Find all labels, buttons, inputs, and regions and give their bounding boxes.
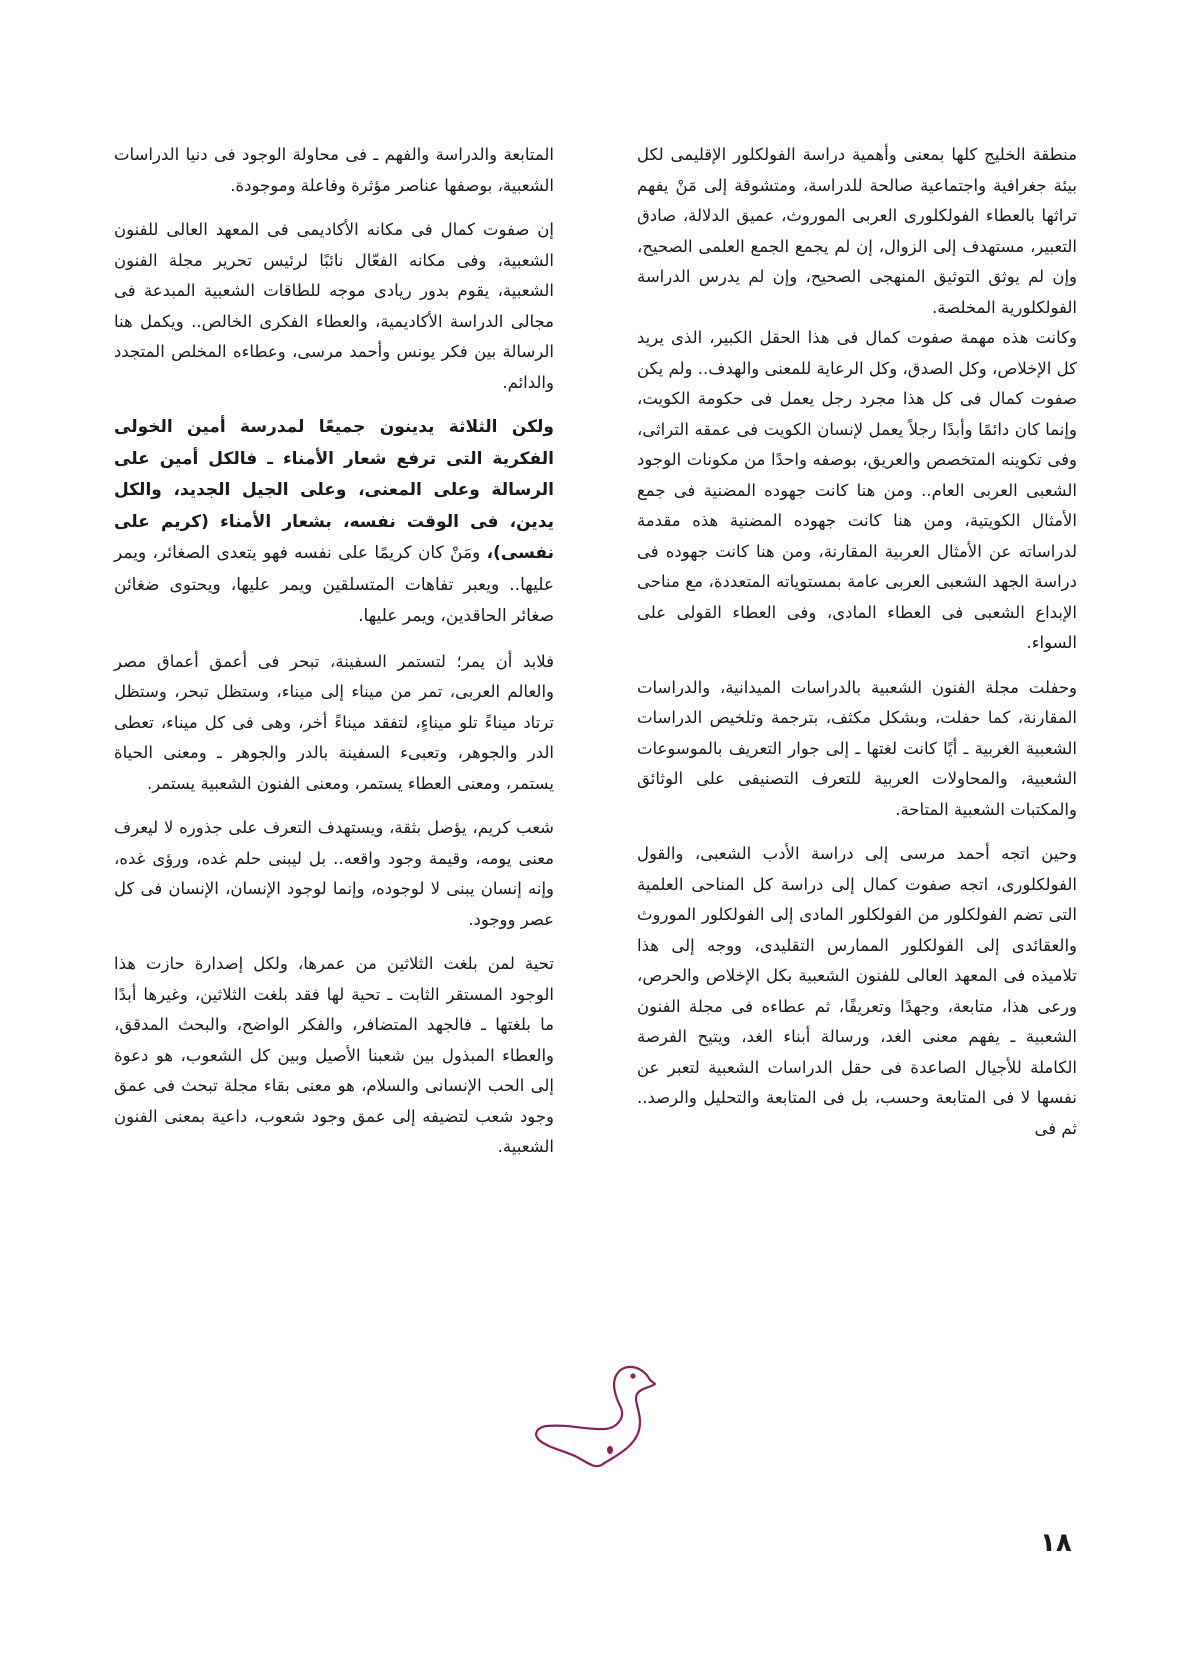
normal-text: ومَنْ كان كريمًا على نفسه فهو يتعدى الصغائر، ويمر عليها.. ويعبر تفاهات المتسلقين ويمر عليها، ويحتوى ضغائن صغائر الحاقدين، ويمر عليها. [114, 543, 554, 626]
bird-eye [630, 1373, 635, 1378]
paragraph: فلابد أن يمر؛ لتستمر السفينة، تبحر فى أعمق أعماق مصر والعالم العربى، تمر من ميناء إلى ميناء، وستظل تبحر، وستظل ترتاد ميناءً تلو ميناءٍ، لتفقد ميناءً أخر، وهى فى كل ميناء، تعطى الدر والجوهر، وتعبىء السفينة بالدر والجوهر ـ ومعنى الحياة يستمر، ومعنى العطاء يستمر، ومعنى الفنون الشعبية يستمر. [114, 651, 554, 793]
paragraph: وحين اتجه أحمد مرسى إلى دراسة الأدب الشعبى، والقول الفولكلورى، اتجه صفوت كمال إلى دراسة كل المناحى العلمية التى تضم الفولكلور من الفولكلور المادى إلى الفولكلور الموروث والعقائدى إلى الفولكلور الممارس التقليدى، ووجه إلى هذا تلاميذه فى المعهد العالى للفنون الشعبية بكل الإخلاص والحرص، ورعى هذا، متابعة، وجهدًا وتعريفًا، ثم عطاءه فى مجلة الفنون الشعبية ـ يفهم معنى الغد، ورسالة أبناء الغد، ويتيح الفرصة الكاملة للأجيال الصاعدة فى حقل الدراسات الشعبية لتعبر عن نفسها لا فى المتابعة وحسب، بل فى المتابعة والتحليل والرصد.. ثم فى [637, 844, 1077, 1138]
paragraph: تحية لمن بلغت الثلاثين من عمرها، ولكل إصدارة حازت هذا الوجود المستقر الثابت ـ تحية لها فقد بلغت الثلاثين، وغيرها أبدًا ما بلغتها ـ فالجهد المتضافر، والفكر الواضح، والبحث المدقق، والعطاء المبذول بين شعبنا الأصيل وبين كل الشعوب، هو دعوة إلى الحب الإنسانى والسلام، هو معنى بقاء مجلة تبحث فى عمق وجود شعب لتضيفه إلى عمق وجود شعوب، داعية بمعنى الفنون الشعبية. [114, 954, 554, 1156]
paragraph: وكانت هذه مهمة صفوت كمال فى هذا الحقل الكبير، الذى يريد كل الإخلاص، وكل الصدق، وكل الرعاية للمعنى والهدف.. ولم يكن صفوت كمال فى كل هذا مجرد رجل يعمل فى حكومة الكويت، وإنما كان دائمًا وأبدًا رجلاً يعمل لإنسان الكويت فى عمقه التراثى، وفى تكوينه المتخصص والعريق، بوصفه واحدًا من مكونات الوجود الشعبى العربى العام.. ومن هنا كانت جهوده المضنية فى جمع الأمثال الكويتية، ومن هنا كانت جهوده المضنية هذه مقدمة لدراساته عن الأمثال العربية المقارنة، ومن هنا كانت جهوده فى دراسة الجهد الشعبى العربى عامة بمستوياته المتعددة، مع مناحى الإبداع الشعبى فى العطاء المادى، وفى العطاء القولى على السواء. [637, 328, 1077, 652]
bold-paragraph [114, 412, 554, 633]
right-text-column [637, 140, 1077, 1158]
paragraph: منطقة الخليج كلها بمعنى وأهمية دراسة الفولكلور الإقليمى لكل بيئة جغرافية واجتماعية صالحة للدراسة، ومتشوقة إلى مَنْ يفهم تراثها بالعطاء الفولكلورى العربى الموروث، عميق الدلالة، صادق التعبير، مستهدف إلى الزوال، إن لم يجمع الجمع العلمى الصحيح، وإن لم يوثق التوثيق المنهجى الصحيح، وإن لم يدرس الدراسة الفولكلورية المخلصة. [637, 145, 1077, 317]
paragraph: شعب كريم، يؤصل بثقة، ويستهدف التعرف على جذوره لا ليعرف معنى يومه، وقيمة وجود واقعه.. بل ليبنى حلم غده، ورؤى غده، وإنه إنسان يبنى لا لوجوده، وإنما لوجود الإنسان، الإنسان فى كل عصر ووجود. [114, 818, 554, 929]
bold-text: ولكن الثلاثة يدينون جميعًا لمدرسة أمين الخولى الفكرية التى ترفع شعار الأمناء ـ فالكل أمين على الرسالة وعلى المعنى، وعلى الجيل الجديد، والكل يدين، فى الوقت نفسه، بشعار الأمناء (كريم على نفسى)، [114, 417, 554, 563]
paragraph: وحفلت مجلة الفنون الشعبية بالدراسات الميدانية، والدراسات المقارنة، كما حفلت، وبشكل مكثف، بترجمة وتلخيص الدراسات الشعبية الغربية ـ أيًا كانت لغتها ـ إلى جوار التعريف بالموسوعات الشعبية، والمحاولات العربية للتعرف التصنيفى على الوثائق والمكتبات الشعبية المتاحة. [637, 677, 1077, 819]
page-number: ١٨ [1040, 1528, 1072, 1558]
paragraph: إن صفوت كمال فى مكانه الأكاديمى فى المعهد العالى للفنون الشعبية، وفى مكانه الفعّال نائبًا لرئيس تحرير مجلة الفنون الشعبية، يقوم بدور ريادى موجه للطاقات الشعبية المبدعة فى مجالى الدراسة الأكاديمية، والعطاء الفكرى الخالص.. ويكمل هنا الرسالة بين فكر يونس وأحمد مرسى، وعطاءه المخلص المتجدد والدائم. [114, 220, 554, 392]
paragraph: المتابعة والدراسة والفهم ـ فى محاولة الوجود فى دنيا الدراسات الشعبية، بوصفها عناصر مؤثرة وفاعلة وموجودة. [114, 145, 554, 195]
bird-spot [607, 1446, 613, 1454]
bird-icon [525, 1352, 675, 1482]
left-text-column [114, 140, 554, 1177]
